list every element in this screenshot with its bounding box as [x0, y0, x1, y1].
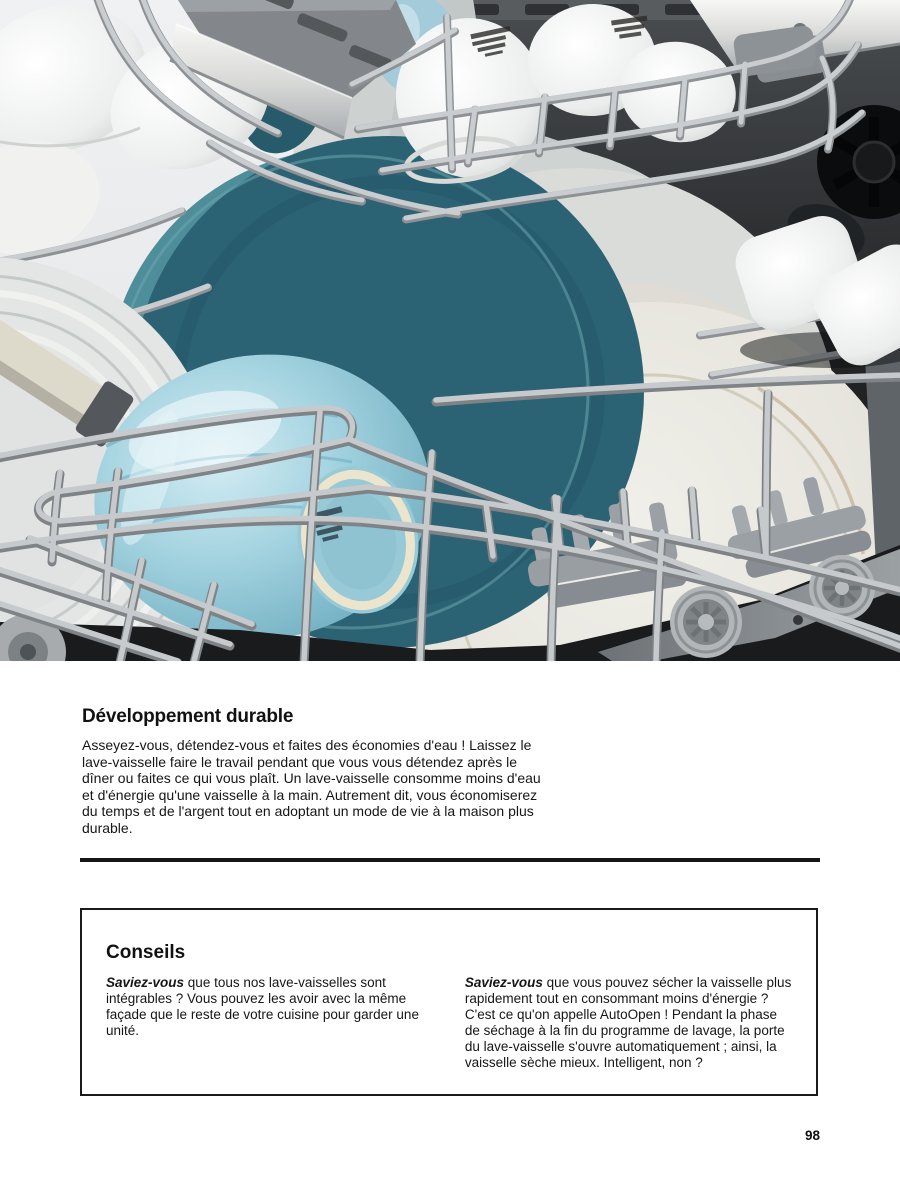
tips-title: Conseils [106, 942, 186, 963]
tip-text: que tous nos lave-vaisselles sont intégrables ? Vous pouvez les avoir avec la même façade que le reste de votre cuisine pour garder une unité. [106, 975, 419, 1038]
tip-text: que vous pouvez sécher la vaisselle plus rapidement tout en consommant moins d'énergie ? C'est ce qu'on appelle AutoOpen ! Pendant la phase de séchage à la fin du programme de lavage, la porte du lave-vaisselle s'ouvre automatiquement ; ainsi, la vaisselle sèche mieux. Intelligent, non ? [464, 975, 792, 1070]
tip-lead: Saviez-vous [464, 975, 543, 990]
tip-integrable [106, 975, 443, 1071]
tip-lead: Saviez-vous [106, 975, 185, 990]
tip-autoopen [465, 975, 792, 1071]
divider-rule [80, 858, 820, 862]
tips-columns [106, 975, 792, 1071]
page-number: 98 [804, 1128, 820, 1143]
section-title: Développement durable [82, 706, 294, 727]
section-body: Asseyez-vous, détendez-vous et faites des économies d'eau ! Laissez le lave-vaisselle faire le travail pendant que vous vous détendez après le dîner ou faites ce qui vous plaît. Un lave-vaisselle consomme moins d'eau et d'énergie qu'une vaisselle à la main. Autrement dit, vous économiserez du temps et de l'argent tout en adoptant un mode de vie à la maison plus durable. [82, 737, 541, 836]
sustainability-section [82, 705, 547, 837]
tips-box [80, 908, 818, 1096]
